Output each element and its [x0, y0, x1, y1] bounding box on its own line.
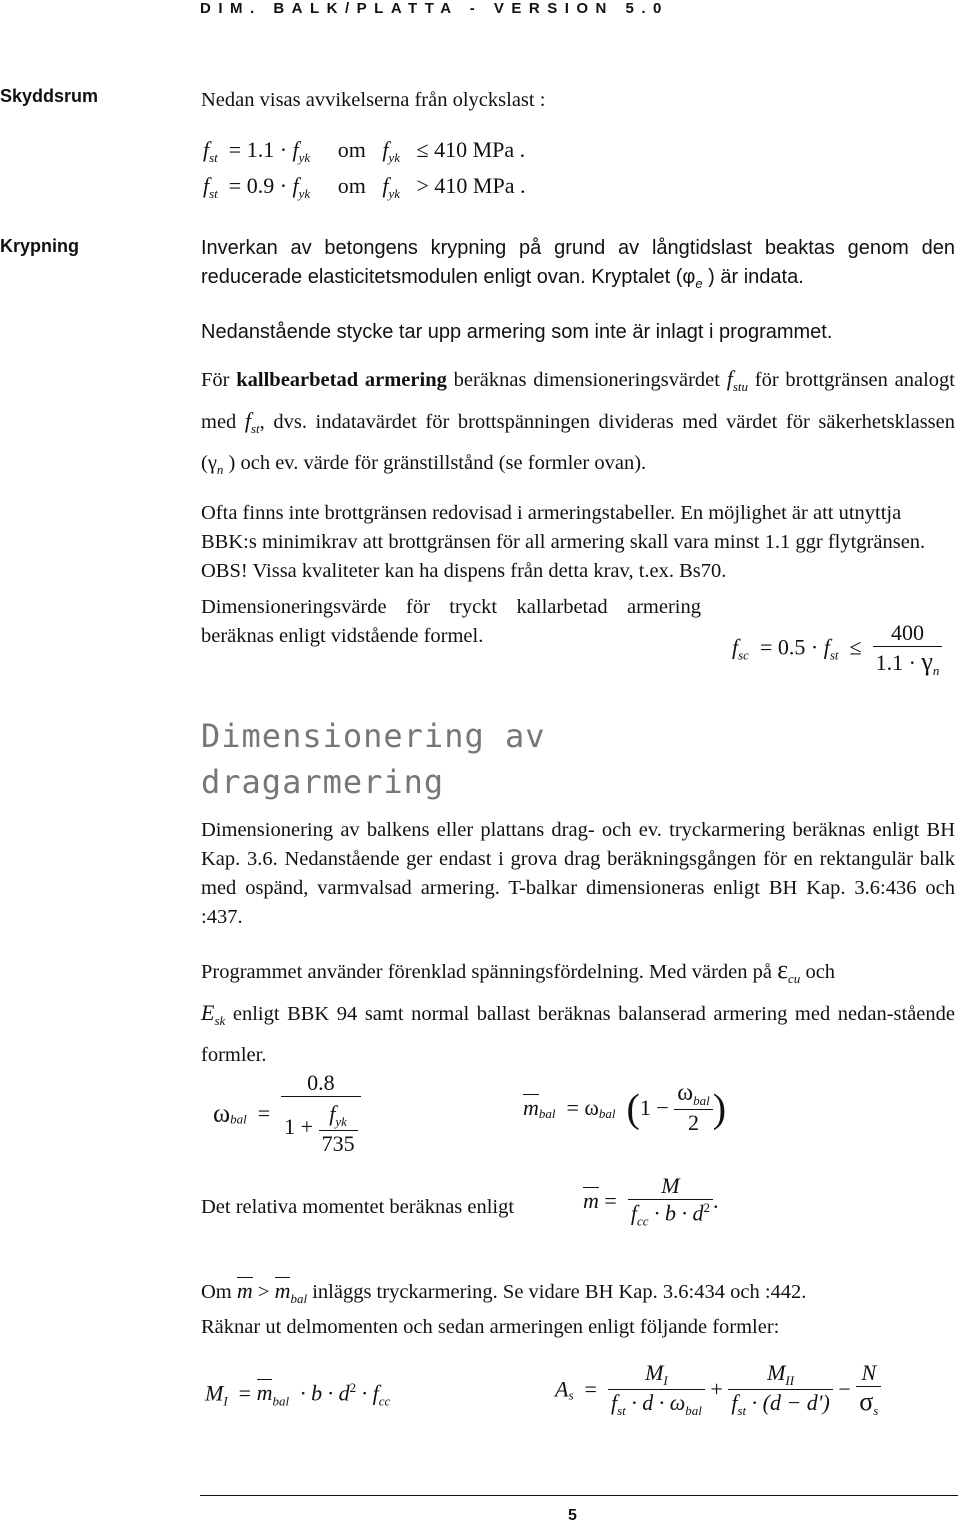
- page-number: 5: [568, 1507, 577, 1524]
- formula-m-relative: m = $\frac{M}{f_{cc} \cdot b \cdot d^2}$ .: [583, 1173, 719, 1229]
- intro-text: Nedan visas avvikelserna från olyckslast :: [201, 89, 546, 111]
- kallbearbetad-text: För kallbearbetad armering beräknas dimensioneringsvärdet $f_{stu}$ för brottgränsen analogt med $f_{st}$, dvs. indatavärdet för brottspänningen divideras med värdet för säkerhetsklassen ($\gamma_n$ ) och ev. värde för gränstillstånd (se formler ovan).: [201, 366, 956, 477]
- side-label-krypning: Krypning: [0, 236, 79, 256]
- running-header: DIM. BALK/PLATTA - VERSION 5.0: [200, 0, 669, 17]
- side-label-skyddsrum: Skyddsrum: [0, 86, 99, 106]
- formula-As: $A_s$ = $\frac{M_I}{f_{st} \cdot d \cdot \omega_{bal}}$ + $\frac{M_{II}}{f_{st} \cdot (d - d')}$ − $\frac{N}{\sigma_s}$: [555, 1360, 881, 1419]
- relativa-momentet-text: Det relativa momentet beräknas enligt: [201, 1196, 515, 1218]
- formula-MI: $M_I = m_{bal} \cdot b \cdot d^2 \cdot f_{cc}$: [205, 1380, 391, 1409]
- formula-fsc: $f_{sc} = 0.5 \cdot f_{st}$ ≤ $\frac{400}{1.1 \cdot \gamma_n}$: [732, 620, 942, 679]
- brottgrans-text: Ofta finns inte brottgränsen redovisad i armeringstabeller. En möjlighet är att utnyttja BBK:s minimikrav att brottgränsen för all armering skall vara minst 1.1 ggr flytgränsen. OBS! Vissa kvaliteter kan ha dispens från detta krav, t.ex. Bs70.: [201, 502, 926, 582]
- tryckarmering-text: Om $m > m_{bal}$ inläggs tryckarmering. Se vidare BH Kap. 3.6:434 och :442. Räknar ut delmomenten och sedan armeringen enligt följande formler:: [201, 1278, 807, 1338]
- krypning-text: Inverkan av betongens krypning på grund av långtidslast beaktas genom den reducerade elasticitetsmodulen enligt ovan. Kryptalet ($\varphi_e$ ) är indata.: [201, 237, 955, 291]
- spanningsfordelning-text: Programmet använder förenklad spänningsfördelning. Med värden på $\varepsilon_{cu}$ och $E_{sk}$ enligt BBK 94 samt normal ballast beräknas balanserad armering med nedan-stående formler.: [201, 955, 955, 1066]
- tryckt-text: Dimensioneringsvärde för tryckt kallarbetad armering beräknas enligt vidstående formel.: [201, 596, 701, 647]
- formula-fst-2: $f_{st} = 0.9 \cdot f_{yk}$ om $f_{yk}$ > 410 MPa .: [203, 173, 526, 201]
- footer-rule: [200, 1495, 958, 1496]
- dimensionering-text: Dimensionering av balkens eller plattans drag- och ev. tryckarmering beräknas enligt BH Kap. 3.6. Nedanstående ger endast i grova drag beräkningsgången för en rektangulär balk med ospänd, varmvalsad armering. T-balkar dimensioneras enligt BH Kap. 3.6:436 och :437.: [201, 819, 955, 928]
- section-heading: Dimensionering av dragarmering: [201, 717, 546, 801]
- armering-intro: Nedanstående stycke tar upp armering som inte är inlagt i programmet.: [201, 321, 833, 343]
- formula-omega-bal: $\omega_{bal}$ = 0.8 1 + $\frac{f_{yk}}{735}$: [213, 1070, 361, 1157]
- formula-fst-1: $f_{st} = 1.1 \cdot f_{yk}$ om $f_{yk}$ ≤ 410 MPa .: [203, 137, 526, 165]
- formula-m-bal: $m_{bal} = \omega_{bal}$ (1 − $\frac{\omega_{bal}}{2}$ ): [523, 1080, 727, 1135]
